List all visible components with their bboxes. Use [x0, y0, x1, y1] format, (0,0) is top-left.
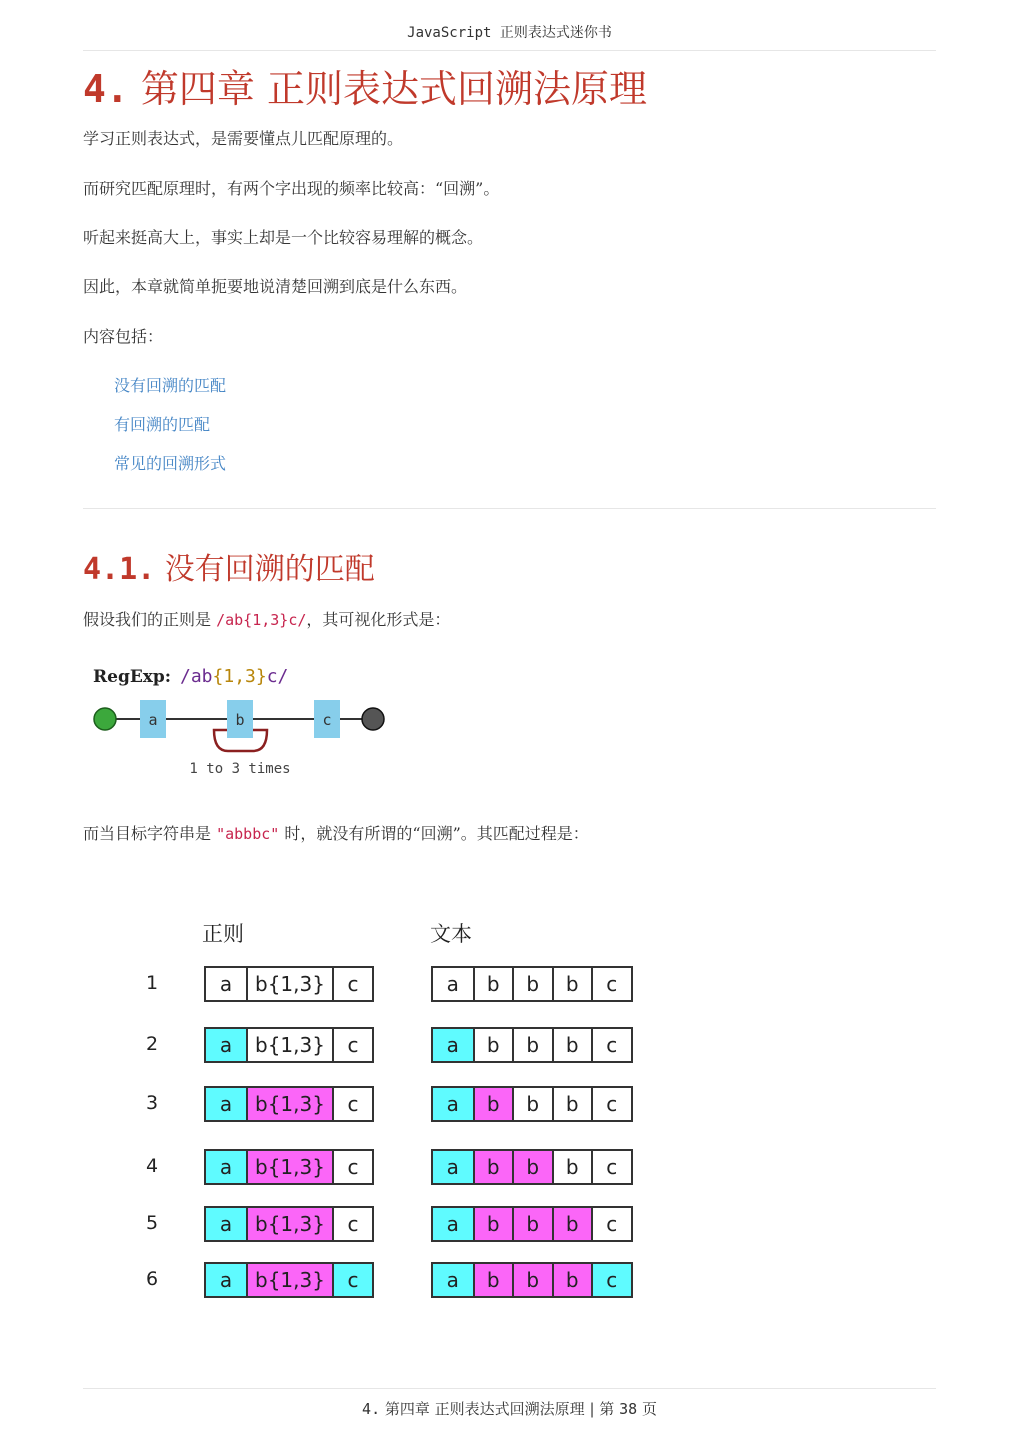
- regexp-pattern-part: /ab: [180, 666, 213, 687]
- regex-token-cell: c: [332, 968, 372, 1000]
- regex-token-row: [204, 1149, 374, 1185]
- intro-paragraph: 而研究匹配原理时，有两个字出现的频率比较高：“回溯”。: [83, 179, 500, 198]
- target-string-paragraph: [83, 821, 589, 844]
- footer-chapter-number: 4.: [362, 1400, 381, 1418]
- regex-token-cell: a: [206, 1029, 246, 1061]
- regex-token-cell: a: [206, 1208, 246, 1240]
- start-node-icon: [94, 708, 116, 730]
- text-char-cell: c: [591, 968, 631, 1000]
- text-char-cell: a: [433, 1029, 473, 1061]
- text-char-cell: b: [512, 1264, 552, 1296]
- text-char-cell: b: [552, 1088, 592, 1120]
- text-char-cell: b: [473, 1029, 513, 1061]
- toc-link-backtracking[interactable]: 有回溯的匹配: [114, 415, 211, 434]
- regex-token-cell: a: [206, 1264, 246, 1296]
- regexp-pattern: [180, 666, 288, 687]
- regex-token-cell: a: [206, 968, 246, 1000]
- text-char-cell: c: [591, 1029, 631, 1061]
- running-footer: [0, 1398, 1019, 1419]
- intro-paragraph: 因此，本章就简单扼要地说清楚回溯到底是什么东西。: [83, 277, 468, 296]
- text-char-cell: b: [473, 1151, 513, 1183]
- regex-token-row: [204, 1027, 374, 1063]
- text-char-row: [431, 1086, 633, 1122]
- regex-token-cell: b{1,3}: [246, 1151, 332, 1183]
- regex-column-header: 正则: [202, 922, 244, 946]
- text-char-cell: b: [473, 1088, 513, 1120]
- text-char-cell: a: [433, 1208, 473, 1240]
- footer-page-prefix: 第: [599, 1400, 615, 1418]
- end-node-icon: [362, 708, 384, 730]
- regex-token-cell: c: [332, 1264, 372, 1296]
- text-char-cell: b: [473, 968, 513, 1000]
- regexp-pattern-part: c/: [266, 666, 289, 687]
- step-number: 4: [145, 1155, 159, 1177]
- text-char-row: [431, 1206, 633, 1242]
- regexp-label: RegExp:: [93, 667, 172, 687]
- regex-intro-text: 假设我们的正则是: [83, 610, 217, 629]
- regex-token-cell: b{1,3}: [246, 1264, 332, 1296]
- regex-token-cell: c: [332, 1088, 372, 1120]
- footer-page-suffix: 页: [641, 1400, 657, 1418]
- target-intro-text-end: 时，就没有所谓的“回溯”。其匹配过程是：: [279, 824, 589, 843]
- text-char-cell: b: [552, 1029, 592, 1061]
- section-divider: [83, 508, 936, 509]
- chapter-number: 4.: [83, 67, 129, 111]
- regex-token-row: [204, 1206, 374, 1242]
- text-char-cell: c: [591, 1264, 631, 1296]
- footer-chapter-title: 第四章 正则表达式回溯法原理: [384, 1400, 585, 1418]
- regex-token-cell: c: [332, 1208, 372, 1240]
- text-char-cell: b: [512, 1151, 552, 1183]
- regex-token-cell: b{1,3}: [246, 1208, 332, 1240]
- section-title-text: 没有回溯的匹配: [164, 552, 375, 587]
- step-number: 1: [145, 972, 159, 994]
- text-char-row: [431, 1027, 633, 1063]
- target-intro-text: 而当目标字符串是: [83, 824, 217, 843]
- text-char-cell: b: [552, 1151, 592, 1183]
- intro-paragraph: 听起来挺高大上，事实上却是一个比较容易理解的概念。: [83, 228, 484, 247]
- text-char-cell: a: [433, 968, 473, 1000]
- text-char-cell: c: [591, 1208, 631, 1240]
- literal-node-b-label: b: [235, 711, 245, 729]
- step-number: 3: [145, 1092, 159, 1114]
- target-inline-code: "abbbc": [216, 825, 280, 843]
- regex-intro-paragraph: [83, 607, 450, 630]
- toc-link-common-forms[interactable]: 常见的回溯形式: [114, 454, 227, 473]
- step-number: 2: [145, 1033, 159, 1055]
- regex-inline-code: /ab{1,3}c/: [216, 611, 307, 629]
- text-char-cell: b: [552, 968, 592, 1000]
- step-number: 5: [145, 1212, 159, 1234]
- section-number: 4.1.: [83, 552, 156, 587]
- literal-node-c-label: c: [322, 711, 332, 729]
- text-char-cell: b: [512, 1029, 552, 1061]
- regex-token-cell: a: [206, 1151, 246, 1183]
- regex-token-cell: b{1,3}: [246, 968, 332, 1000]
- text-char-row: [431, 1262, 633, 1298]
- regex-token-cell: a: [206, 1088, 246, 1120]
- text-char-cell: b: [473, 1208, 513, 1240]
- footer-separator: |: [589, 1400, 595, 1418]
- text-char-cell: b: [512, 968, 552, 1000]
- regex-token-cell: b{1,3}: [246, 1088, 332, 1120]
- literal-node-a-label: a: [148, 711, 158, 729]
- text-char-row: [431, 966, 633, 1002]
- running-header: JavaScript 正则表达式迷你书: [407, 25, 612, 41]
- text-char-cell: c: [591, 1088, 631, 1120]
- footer-divider: [83, 1388, 936, 1389]
- text-char-cell: a: [433, 1264, 473, 1296]
- header-divider: [83, 50, 936, 51]
- regex-token-cell: c: [332, 1029, 372, 1061]
- regex-token-row: [204, 1086, 374, 1122]
- regex-token-cell: b{1,3}: [246, 1029, 332, 1061]
- text-char-cell: a: [433, 1151, 473, 1183]
- regexp-railroad-diagram: [90, 660, 400, 780]
- loop-label: 1 to 3 times: [189, 761, 291, 777]
- text-char-cell: c: [591, 1151, 631, 1183]
- text-char-cell: a: [433, 1088, 473, 1120]
- regex-intro-text-end: ，其可视化形式是：: [306, 610, 451, 629]
- text-char-row: [431, 1149, 633, 1185]
- step-number: 6: [145, 1268, 159, 1290]
- text-char-cell: b: [552, 1264, 592, 1296]
- text-char-cell: b: [473, 1264, 513, 1296]
- text-char-cell: b: [512, 1088, 552, 1120]
- page-number: 38: [619, 1400, 638, 1418]
- chapter-title: [83, 58, 647, 113]
- regex-token-row: [204, 966, 374, 1002]
- chapter-title-text: 第四章 正则表达式回溯法原理: [140, 67, 647, 111]
- text-char-cell: b: [552, 1208, 592, 1240]
- toc-link-no-backtracking[interactable]: 没有回溯的匹配: [114, 376, 227, 395]
- regexp-pattern-quantifier: {1,3}: [212, 666, 267, 687]
- intro-paragraph: 学习正则表达式，是需要懂点儿匹配原理的。: [83, 129, 404, 148]
- text-char-cell: b: [512, 1208, 552, 1240]
- contents-label: 内容包括：: [83, 327, 164, 346]
- regex-token-row: [204, 1262, 374, 1298]
- text-column-header: 文本: [430, 922, 472, 946]
- regex-token-cell: c: [332, 1151, 372, 1183]
- section-title: [83, 544, 375, 588]
